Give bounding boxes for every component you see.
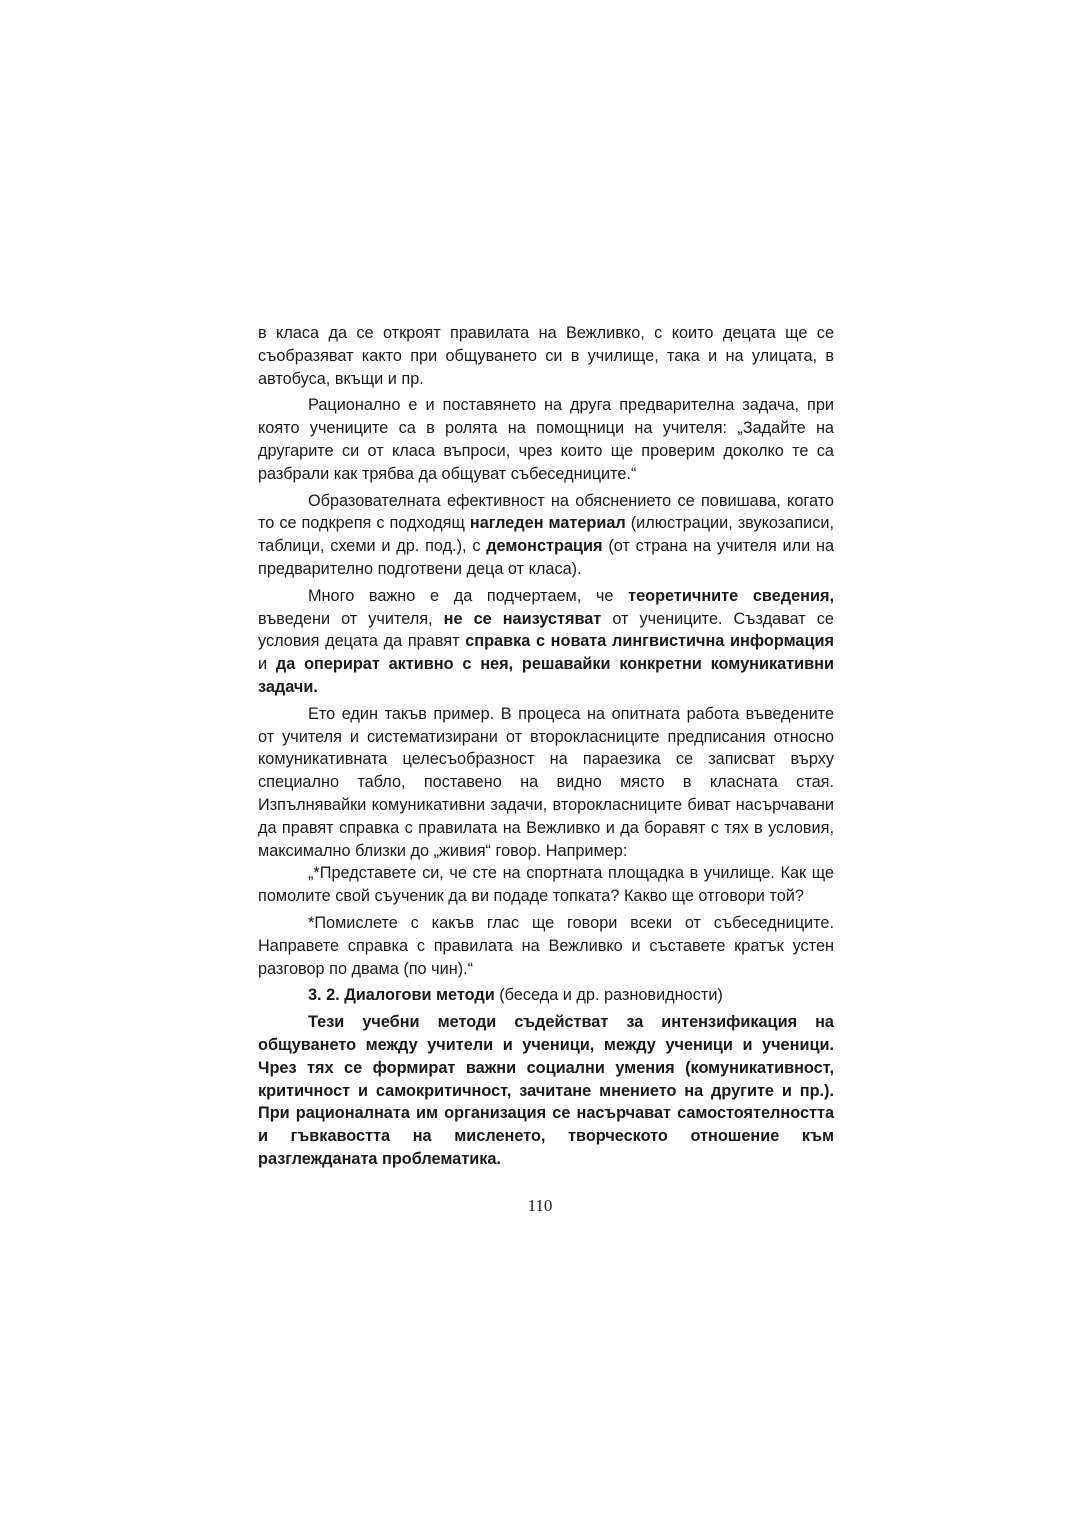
paragraph-6: [258, 862, 834, 908]
paragraph-3-text-1: Образователната ефективност на обяснението се повишава, когато то се подкрепя с подходящ: [258, 491, 834, 533]
paragraph-4-bold-3: справка с новата лингвистична информация: [465, 632, 834, 651]
paragraph-6-text: „*Представете си, че сте на спортната площадка в училище. Как ще помолите свой съученик да ви подаде топката? Какво ще отговори той?: [258, 864, 834, 906]
paragraph-3: [258, 490, 834, 581]
page-number: 110: [527, 1196, 553, 1215]
paragraph-8: [258, 1011, 834, 1171]
section-heading-subtitle: (беседа и др. разновидности): [494, 986, 723, 1005]
paragraph-4-text-3: от учениците. Създават се условия децата да правят: [258, 609, 834, 651]
section-heading: [258, 984, 834, 1007]
paragraph-4-bold-1: теоретичните сведения,: [628, 586, 835, 605]
paragraph-7-text: *Помислете с какъв глас ще говори всеки от събеседниците. Направете справка с правилата на Вежливко и съставете кратък устен разговор по двама (по чин).“: [258, 913, 834, 978]
paragraph-5-text: Ето един такъв пример. В процеса на опитната работа въведените от учителя и систематизирани от второкласниците предписания относно комуникативната целесъобразност на параезика се записват върху специално табло, поставено на видно място в класната стая. Изпълнявайки комуникативни задачи, второкласниците биват насърчавани да правят справка с правилата на Вежливко и да боравят с тях в условия, максимално близки до „живия“ говор. Например:: [258, 704, 834, 860]
paragraph-3-text-3: (от страна на учителя или на предварително подготвени деца от класа).: [258, 537, 835, 578]
paragraph-4-bold-4: да оперират активно с нея, решавайки конкретни комуникативни задачи.: [258, 655, 834, 696]
paragraph-2-text: Рационално е и поставянето на друга предварителна задача, при която учениците са в ролята на помощници на учителя: „Задайте на другарите си от класа въпроси, чрез които ще проверим доколко те са разбрали как трябва да общуват събеседниците.“: [258, 396, 834, 483]
paragraph-4-text-2: въведени от учителя,: [258, 609, 444, 628]
paragraph-3-text-2: (илюстрации, звукозаписи, таблици, схеми и др. под.), с: [258, 514, 834, 556]
paragraph-2: [258, 394, 834, 485]
paragraph-4: [258, 585, 834, 699]
paragraph-3-bold-2: демонстрация: [486, 537, 603, 556]
paragraph-3-bold-1: нагледен материал: [469, 514, 626, 533]
page-body: [258, 322, 834, 1171]
paragraph-4-bold-2: не се наизустяват: [443, 609, 602, 628]
paragraph-8-text: Тези учебни методи съдействат за интензификация на общуването между учители и ученици, между ученици и ученици. Чрез тях се формират важни социални умения (комуникативност, критичност и самокритичност, зачитане мнението на другите и пр.). При рационалната им организация се насърчават самостоятелността и гъвкавостта на мисленето, творческото отношение към разглежданата проблематика.: [258, 1013, 834, 1168]
paragraph-1: [258, 322, 834, 390]
section-heading-title: 3. 2. Диалогови методи: [308, 986, 495, 1005]
paragraph-4-text-4: и: [258, 655, 276, 674]
paragraph-5: [258, 703, 834, 863]
paragraph-4-text-1: Много важно е да подчертаем, че: [308, 586, 629, 605]
paragraph-7: [258, 912, 834, 980]
paragraph-1-text: в класа да се откроят правилата на Вежливко, с които децата ще се съобразяват както при общуването си в училище, така и на улицата, в автобуса, вкъщи и пр.: [258, 324, 834, 388]
